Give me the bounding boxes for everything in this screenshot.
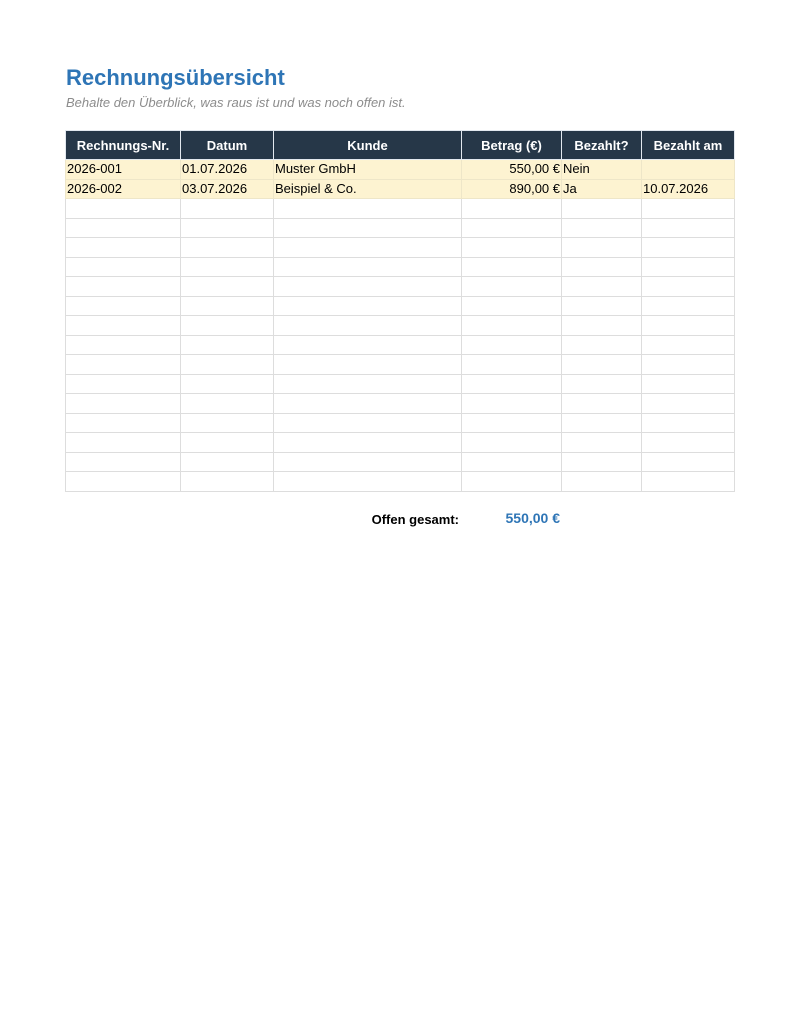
empty-cell[interactable] <box>66 218 181 238</box>
empty-cell[interactable] <box>462 335 562 355</box>
table-row <box>66 179 735 199</box>
cell-paid[interactable]: Ja <box>562 179 642 199</box>
empty-cell[interactable] <box>274 413 462 433</box>
empty-cell[interactable] <box>462 413 562 433</box>
cell-date[interactable]: 03.07.2026 <box>181 179 274 199</box>
empty-cell[interactable] <box>66 238 181 258</box>
cell-invoice-number[interactable]: 2026-001 <box>66 160 181 180</box>
empty-cell[interactable] <box>642 394 735 414</box>
empty-cell[interactable] <box>642 433 735 453</box>
table-header-row <box>66 131 735 160</box>
empty-cell[interactable] <box>66 452 181 472</box>
empty-cell[interactable] <box>181 238 274 258</box>
empty-cell[interactable] <box>274 257 462 277</box>
empty-cell[interactable] <box>274 199 462 219</box>
empty-table-row <box>66 374 735 394</box>
empty-cell[interactable] <box>274 316 462 336</box>
empty-cell[interactable] <box>642 355 735 375</box>
empty-cell[interactable] <box>562 277 642 297</box>
empty-cell[interactable] <box>462 355 562 375</box>
empty-cell[interactable] <box>181 316 274 336</box>
empty-cell[interactable] <box>562 218 642 238</box>
empty-cell[interactable] <box>462 452 562 472</box>
empty-cell[interactable] <box>642 335 735 355</box>
empty-cell[interactable] <box>274 238 462 258</box>
cell-invoice-number[interactable]: 2026-002 <box>66 179 181 199</box>
empty-cell[interactable] <box>66 296 181 316</box>
empty-table-row <box>66 238 735 258</box>
empty-table-row <box>66 335 735 355</box>
empty-cell[interactable] <box>562 238 642 258</box>
empty-table-row <box>66 413 735 433</box>
empty-table-row <box>66 433 735 453</box>
empty-cell[interactable] <box>274 296 462 316</box>
empty-cell[interactable] <box>642 413 735 433</box>
empty-cell[interactable] <box>181 199 274 219</box>
empty-cell[interactable] <box>462 238 562 258</box>
empty-cell[interactable] <box>181 433 274 453</box>
empty-cell[interactable] <box>562 452 642 472</box>
empty-cell[interactable] <box>181 335 274 355</box>
invoice-table <box>65 130 735 492</box>
page-title: Rechnungsübersicht <box>66 65 285 90</box>
empty-cell[interactable] <box>562 374 642 394</box>
empty-cell[interactable] <box>66 433 181 453</box>
empty-cell[interactable] <box>562 433 642 453</box>
empty-cell[interactable] <box>642 374 735 394</box>
empty-cell[interactable] <box>562 413 642 433</box>
table-row <box>66 160 735 180</box>
cell-date[interactable]: 01.07.2026 <box>181 160 274 180</box>
empty-cell[interactable] <box>181 472 274 492</box>
empty-cell[interactable] <box>462 394 562 414</box>
column-header-paid-on[interactable]: Bezahlt am <box>642 131 735 160</box>
open-total-value: 550,00 € <box>505 510 560 526</box>
empty-table-row <box>66 316 735 336</box>
empty-cell[interactable] <box>66 472 181 492</box>
empty-cell[interactable] <box>462 296 562 316</box>
column-header-invoice-number[interactable]: Rechnungs-Nr. <box>66 131 181 160</box>
empty-cell[interactable] <box>181 355 274 375</box>
page-subtitle: Behalte den Überblick, was raus ist und was noch offen ist. <box>66 95 406 110</box>
empty-cell[interactable] <box>562 257 642 277</box>
empty-cell[interactable] <box>462 316 562 336</box>
empty-cell[interactable] <box>562 296 642 316</box>
empty-cell[interactable] <box>66 355 181 375</box>
empty-table-row <box>66 394 735 414</box>
empty-cell[interactable] <box>562 394 642 414</box>
empty-cell[interactable] <box>462 472 562 492</box>
empty-cell[interactable] <box>274 335 462 355</box>
empty-cell[interactable] <box>181 374 274 394</box>
cell-paid-on[interactable]: 10.07.2026 <box>642 179 735 199</box>
cell-paid-on[interactable] <box>642 160 735 180</box>
empty-cell[interactable] <box>66 335 181 355</box>
empty-cell[interactable] <box>642 452 735 472</box>
empty-table-row <box>66 296 735 316</box>
empty-table-row <box>66 199 735 219</box>
empty-cell[interactable] <box>562 355 642 375</box>
column-header-paid[interactable]: Bezahlt? <box>562 131 642 160</box>
column-header-customer[interactable]: Kunde <box>274 131 462 160</box>
empty-cell[interactable] <box>181 277 274 297</box>
cell-customer[interactable]: Muster GmbH <box>274 160 462 180</box>
empty-cell[interactable] <box>274 472 462 492</box>
empty-cell[interactable] <box>462 218 562 238</box>
empty-table-row <box>66 472 735 492</box>
empty-cell[interactable] <box>642 472 735 492</box>
empty-cell[interactable] <box>66 374 181 394</box>
empty-cell[interactable] <box>274 277 462 297</box>
empty-cell[interactable] <box>562 199 642 219</box>
empty-cell[interactable] <box>562 335 642 355</box>
empty-cell[interactable] <box>562 316 642 336</box>
empty-cell[interactable] <box>181 452 274 472</box>
empty-cell[interactable] <box>274 355 462 375</box>
empty-cell[interactable] <box>274 218 462 238</box>
empty-cell[interactable] <box>274 374 462 394</box>
empty-cell[interactable] <box>66 413 181 433</box>
empty-cell[interactable] <box>66 316 181 336</box>
empty-table-row <box>66 257 735 277</box>
empty-table-row <box>66 452 735 472</box>
empty-table-row <box>66 277 735 297</box>
cell-amount[interactable]: 550,00 € <box>462 160 562 180</box>
empty-cell[interactable] <box>462 433 562 453</box>
totals-section <box>0 508 794 532</box>
empty-cell[interactable] <box>462 277 562 297</box>
empty-cell[interactable] <box>181 296 274 316</box>
open-total-label: Offen gesamt: <box>371 512 459 527</box>
cell-customer[interactable]: Beispiel & Co. <box>274 179 462 199</box>
empty-cell[interactable] <box>462 374 562 394</box>
empty-table-row <box>66 355 735 375</box>
empty-cell[interactable] <box>66 199 181 219</box>
empty-cell[interactable] <box>642 238 735 258</box>
empty-table-row <box>66 218 735 238</box>
empty-cell[interactable] <box>562 472 642 492</box>
empty-cell[interactable] <box>462 257 562 277</box>
empty-cell[interactable] <box>642 218 735 238</box>
empty-cell[interactable] <box>642 296 735 316</box>
cell-paid[interactable]: Nein <box>562 160 642 180</box>
column-header-amount[interactable]: Betrag (€) <box>462 131 562 160</box>
empty-cell[interactable] <box>66 277 181 297</box>
empty-cell[interactable] <box>181 218 274 238</box>
empty-cell[interactable] <box>274 452 462 472</box>
empty-cell[interactable] <box>642 199 735 219</box>
empty-cell[interactable] <box>274 394 462 414</box>
empty-cell[interactable] <box>274 433 462 453</box>
empty-cell[interactable] <box>181 257 274 277</box>
empty-cell[interactable] <box>66 394 181 414</box>
column-header-date[interactable]: Datum <box>181 131 274 160</box>
empty-cell[interactable] <box>642 277 735 297</box>
empty-cell[interactable] <box>462 199 562 219</box>
empty-cell[interactable] <box>181 394 274 414</box>
cell-amount[interactable]: 890,00 € <box>462 179 562 199</box>
empty-cell[interactable] <box>642 316 735 336</box>
empty-cell[interactable] <box>66 257 181 277</box>
empty-cell[interactable] <box>642 257 735 277</box>
empty-cell[interactable] <box>181 413 274 433</box>
